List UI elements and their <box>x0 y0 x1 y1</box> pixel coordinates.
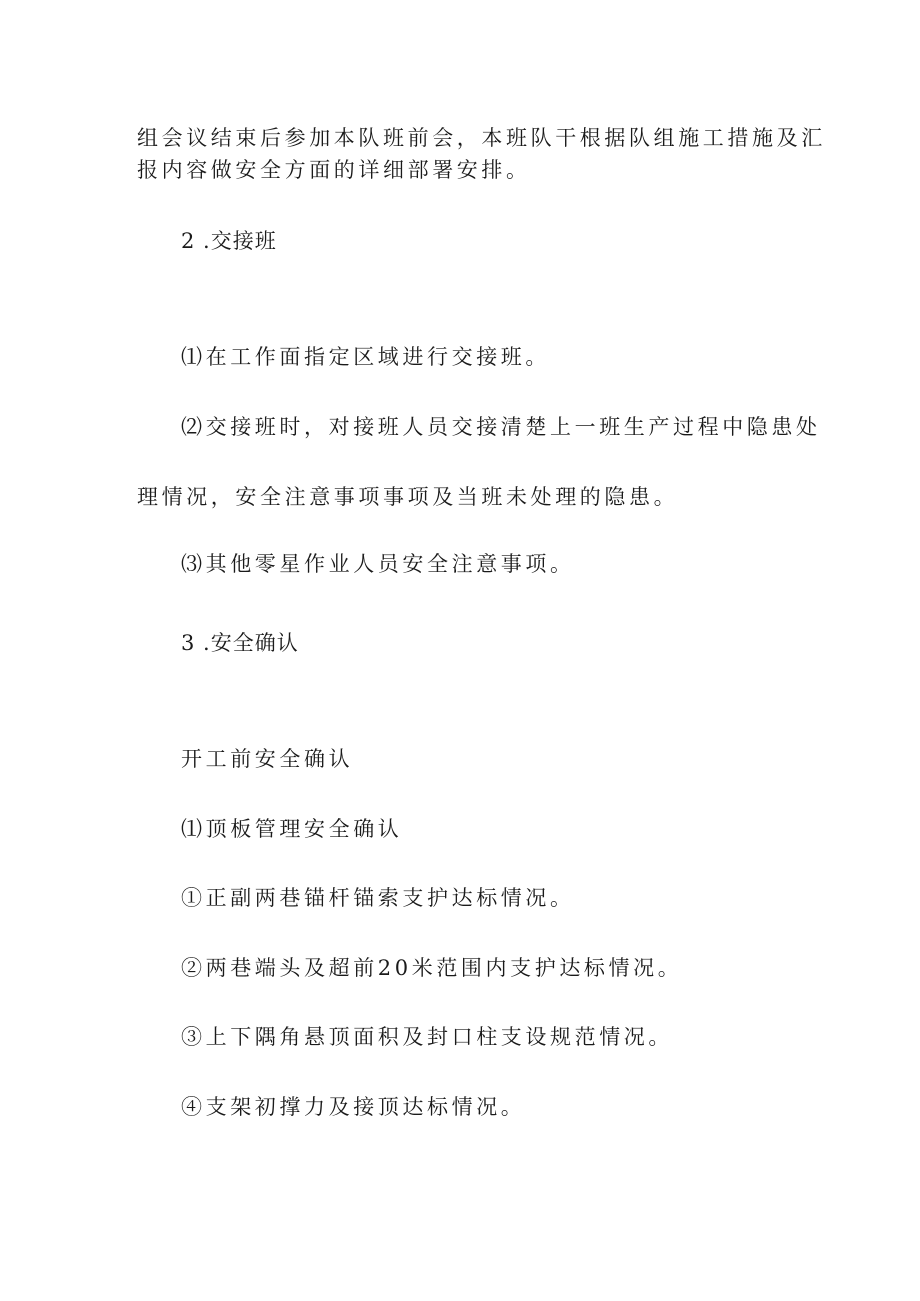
list-item-continuation: 理情况，安全注意事项事项及当班未处理的隐患。 <box>137 485 679 509</box>
list-item: ⑴在工作面指定区域进行交接班。 <box>181 345 550 369</box>
paragraph-line: 报内容做安全方面的详细部署安排。 <box>137 158 531 182</box>
check-item: ④支架初撑力及接顶达标情况。 <box>181 1095 526 1119</box>
check-item: ③上下隅角悬顶面积及封口柱支设规范情况。 <box>181 1025 673 1049</box>
list-item: ⑵交接班时，对接班人员交接清楚上一班生产过程中隐患处 <box>181 415 821 439</box>
check-item: ①正副两巷锚杆锚索支护达标情况。 <box>181 886 575 910</box>
sub-heading: 开工前安全确认 <box>181 747 354 771</box>
check-item: ②两巷端头及超前20米范围内支护达标情况。 <box>181 956 683 980</box>
paragraph-line: 组会议结束后参加本队班前会，本班队干根据队组施工措施及汇 <box>137 126 826 150</box>
section-heading: 2 .交接班 <box>181 229 277 253</box>
section-heading: 3 .安全确认 <box>181 631 299 655</box>
list-item: ⑴顶板管理安全确认 <box>181 817 403 841</box>
list-item: ⑶其他零星作业人员安全注意事项。 <box>181 552 575 576</box>
